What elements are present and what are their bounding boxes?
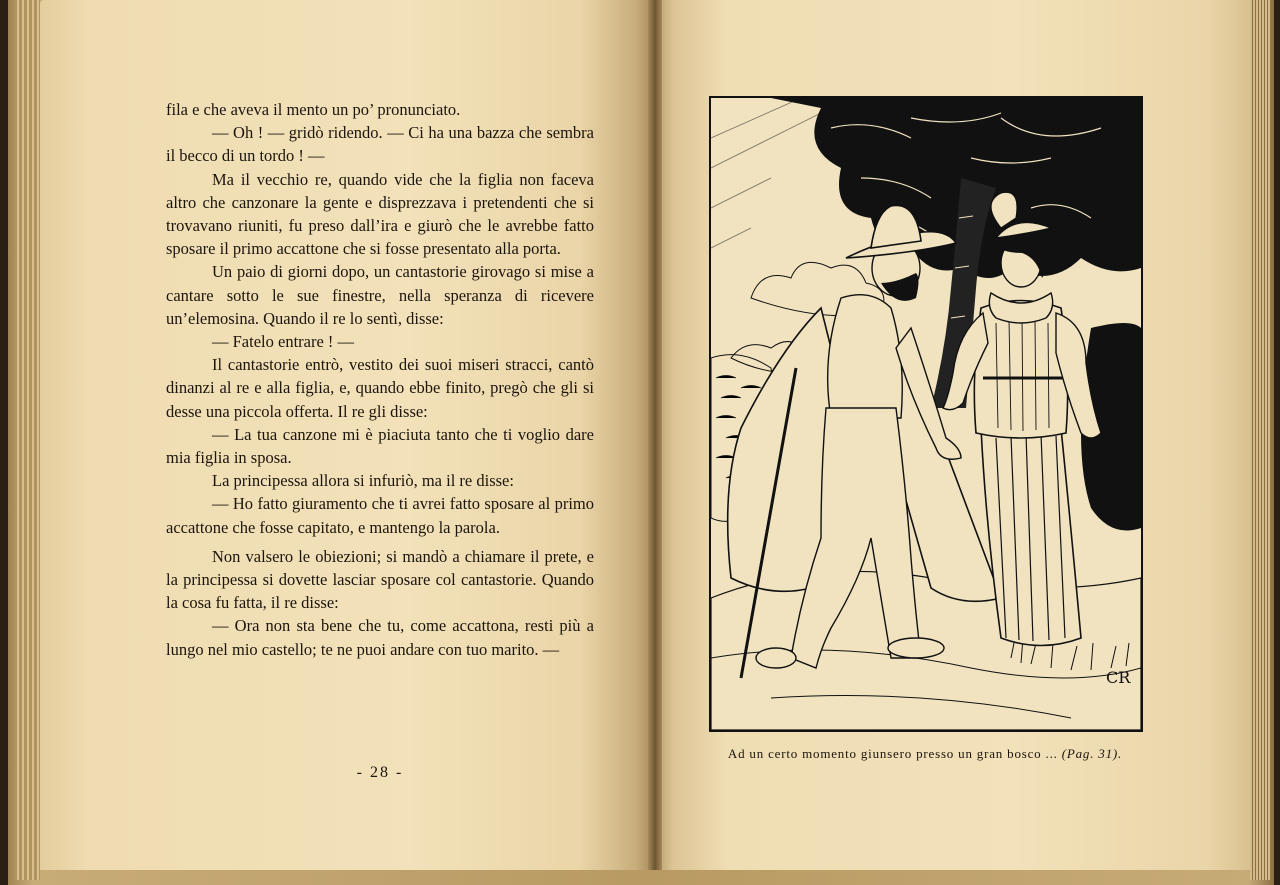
left-page-text	[166, 98, 594, 661]
left-page-edges	[14, 0, 40, 880]
paragraph: — Ho fatto giuramento che ti avrei fatto sposare al primo accattone che fosse capitato, e mantengo la parola.	[166, 494, 594, 537]
caption-text: Ad un certo momento giunsero presso un gran bosco ...	[727, 746, 1062, 761]
paragraph: — Ora non sta bene che tu, come accattona, resti più a lungo nel mio castello; te ne puoi andare con tuo marito. —	[166, 616, 594, 659]
illustration	[709, 96, 1143, 732]
illustration-caption	[690, 746, 1160, 762]
caption-page-ref: (Pag. 31).	[1061, 746, 1123, 761]
paragraph: — La tua canzone mi è piaciuta tanto che ti voglio dare mia figlia in sposa.	[166, 424, 594, 468]
paragraph: fila e che aveva il mento un po’ pronunciato.	[166, 100, 461, 119]
paragraph: — Fatelo entrare ! —	[212, 332, 355, 352]
paragraph: Un paio di giorni dopo, un cantastorie girovago si mise a cantare sotto le sue finestre, nella speranza di ricevere un’elemosina. Quando il re lo sentì, disse:	[166, 262, 594, 328]
right-page-edges	[1250, 0, 1270, 880]
paragraph: Ma il vecchio re, quando vide che la figlia non faceva altro che canzonare la gente e disprezzava i pretendenti che si trovavano riuniti, fu preso dall’ira e giurò che le avrebbe fatto sposare il primo accattone che si fosse presentato alla porta.	[166, 169, 594, 259]
illustration-signature: CR	[1106, 668, 1131, 687]
page-number: - 28 -	[356, 764, 404, 781]
book-gutter	[648, 0, 662, 870]
illustration-drawing	[711, 98, 1141, 730]
paragraph: Non valsero le obiezioni; si mandò a chiamare il prete, e la principessa si dovette lasciar sposare col cantastorie. Quando la cosa fu fatta, il re disse:	[166, 546, 594, 613]
paragraph: La principessa allora si infuriò, ma il re disse:	[212, 471, 514, 491]
paragraph: — Oh ! — gridò ridendo. — Ci ha una bazza che sembra il becco di un tordo ! —	[166, 123, 594, 166]
paragraph: Il cantastorie entrò, vestito dei suoi miseri stracci, cantò dinanzi al re e alla figlia, e, quando ebbe finito, pregò che gli si desse una piccola offerta. Il re gli disse:	[166, 355, 594, 421]
